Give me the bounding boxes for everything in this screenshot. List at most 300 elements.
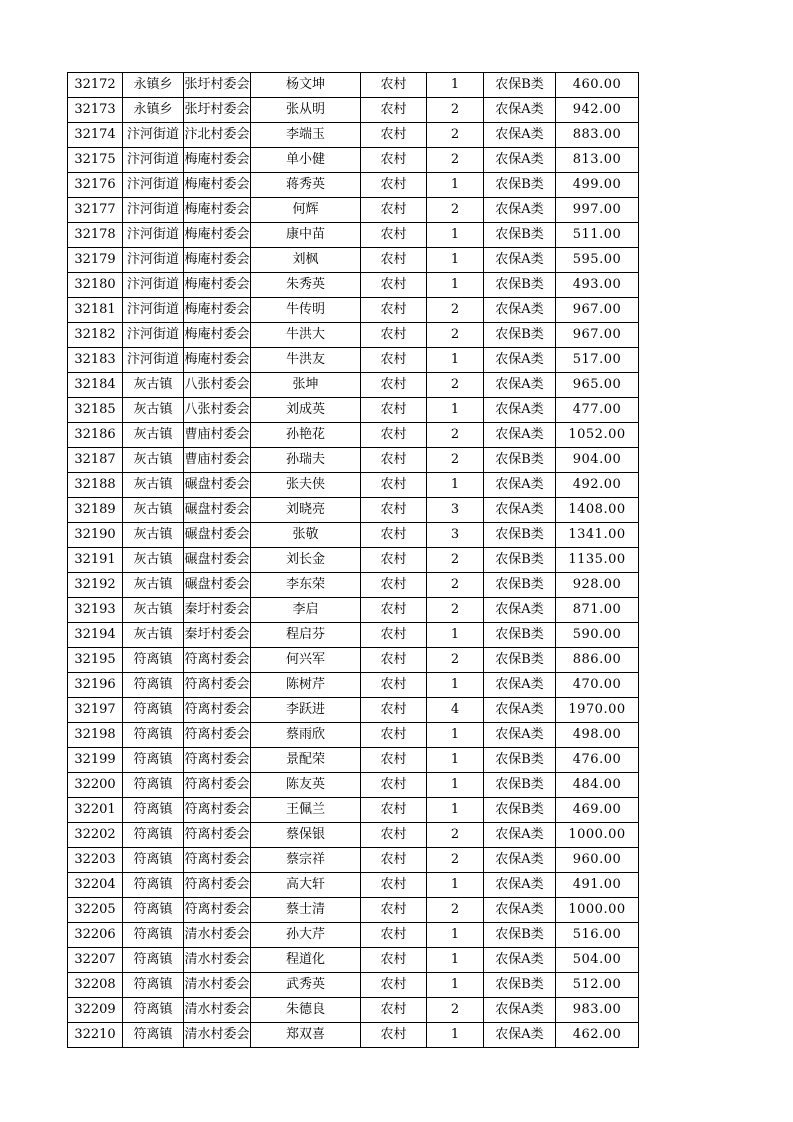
category-cell: 农保A类 [484, 848, 556, 873]
name-cell: 陈友英 [251, 773, 361, 798]
category-cell: 农保A类 [484, 423, 556, 448]
area-type-cell: 农村 [361, 523, 427, 548]
count-cell: 2 [427, 848, 484, 873]
name-cell: 蒋秀英 [251, 173, 361, 198]
name-cell: 孙大芹 [251, 923, 361, 948]
category-cell: 农保A类 [484, 398, 556, 423]
count-cell: 2 [427, 198, 484, 223]
table-row [68, 148, 639, 173]
record-id-cell: 32202 [68, 823, 123, 848]
amount-cell: 512.00 [556, 973, 639, 998]
area-type-cell: 农村 [361, 573, 427, 598]
category-cell: 农保B类 [484, 648, 556, 673]
town-cell: 灰古镇 [123, 473, 184, 498]
category-cell: 农保B类 [484, 448, 556, 473]
amount-cell: 590.00 [556, 623, 639, 648]
category-cell: 农保A类 [484, 823, 556, 848]
data-table [67, 72, 639, 1048]
category-cell: 农保A类 [484, 123, 556, 148]
town-cell: 符离镇 [123, 648, 184, 673]
amount-cell: 476.00 [556, 748, 639, 773]
village-cell: 秦圩村委会 [184, 598, 251, 623]
record-id-cell: 32180 [68, 273, 123, 298]
table-row [68, 273, 639, 298]
table-row [68, 373, 639, 398]
count-cell: 1 [427, 398, 484, 423]
count-cell: 1 [427, 973, 484, 998]
category-cell: 农保B类 [484, 773, 556, 798]
town-cell: 符离镇 [123, 898, 184, 923]
amount-cell: 511.00 [556, 223, 639, 248]
category-cell: 农保B类 [484, 548, 556, 573]
name-cell: 武秀英 [251, 973, 361, 998]
count-cell: 4 [427, 698, 484, 723]
area-type-cell: 农村 [361, 123, 427, 148]
amount-cell: 517.00 [556, 348, 639, 373]
record-id-cell: 32201 [68, 798, 123, 823]
table-row [68, 323, 639, 348]
town-cell: 符离镇 [123, 823, 184, 848]
village-cell: 梅庵村委会 [184, 198, 251, 223]
name-cell: 康中苗 [251, 223, 361, 248]
town-cell: 汴河街道 [123, 298, 184, 323]
name-cell: 杨文坤 [251, 73, 361, 98]
count-cell: 1 [427, 923, 484, 948]
category-cell: 农保B类 [484, 223, 556, 248]
area-type-cell: 农村 [361, 323, 427, 348]
village-cell: 梅庵村委会 [184, 148, 251, 173]
name-cell: 朱德良 [251, 998, 361, 1023]
count-cell: 2 [427, 823, 484, 848]
area-type-cell: 农村 [361, 173, 427, 198]
category-cell: 农保B类 [484, 323, 556, 348]
count-cell: 2 [427, 323, 484, 348]
count-cell: 2 [427, 898, 484, 923]
name-cell: 郑双喜 [251, 1023, 361, 1048]
name-cell: 朱秀英 [251, 273, 361, 298]
name-cell: 程道化 [251, 948, 361, 973]
record-id-cell: 32192 [68, 573, 123, 598]
category-cell: 农保B类 [484, 748, 556, 773]
area-type-cell: 农村 [361, 98, 427, 123]
category-cell: 农保B类 [484, 173, 556, 198]
village-cell: 符离村委会 [184, 798, 251, 823]
name-cell: 程启芬 [251, 623, 361, 648]
town-cell: 灰古镇 [123, 598, 184, 623]
table-row [68, 873, 639, 898]
amount-cell: 997.00 [556, 198, 639, 223]
table-row [68, 73, 639, 98]
village-cell: 曹庙村委会 [184, 423, 251, 448]
area-type-cell: 农村 [361, 798, 427, 823]
table-row [68, 923, 639, 948]
table-row [68, 948, 639, 973]
count-cell: 1 [427, 348, 484, 373]
amount-cell: 595.00 [556, 248, 639, 273]
category-cell: 农保A类 [484, 498, 556, 523]
count-cell: 2 [427, 573, 484, 598]
name-cell: 张从明 [251, 98, 361, 123]
area-type-cell: 农村 [361, 898, 427, 923]
town-cell: 汴河街道 [123, 273, 184, 298]
village-cell: 符离村委会 [184, 773, 251, 798]
record-id-cell: 32200 [68, 773, 123, 798]
town-cell: 灰古镇 [123, 573, 184, 598]
town-cell: 灰古镇 [123, 498, 184, 523]
table-row [68, 773, 639, 798]
town-cell: 永镇乡 [123, 98, 184, 123]
village-cell: 张圩村委会 [184, 73, 251, 98]
town-cell: 灰古镇 [123, 548, 184, 573]
village-cell: 符离村委会 [184, 823, 251, 848]
record-id-cell: 32206 [68, 923, 123, 948]
town-cell: 汴河街道 [123, 248, 184, 273]
town-cell: 符离镇 [123, 1023, 184, 1048]
name-cell: 牛洪友 [251, 348, 361, 373]
town-cell: 灰古镇 [123, 398, 184, 423]
category-cell: 农保A类 [484, 673, 556, 698]
count-cell: 2 [427, 423, 484, 448]
village-cell: 梅庵村委会 [184, 248, 251, 273]
name-cell: 张夫侠 [251, 473, 361, 498]
count-cell: 1 [427, 73, 484, 98]
area-type-cell: 农村 [361, 723, 427, 748]
name-cell: 孙艳花 [251, 423, 361, 448]
amount-cell: 492.00 [556, 473, 639, 498]
category-cell: 农保B类 [484, 623, 556, 648]
table-row [68, 523, 639, 548]
record-id-cell: 32185 [68, 398, 123, 423]
record-id-cell: 32178 [68, 223, 123, 248]
village-cell: 碾盘村委会 [184, 548, 251, 573]
town-cell: 灰古镇 [123, 423, 184, 448]
area-type-cell: 农村 [361, 598, 427, 623]
town-cell: 灰古镇 [123, 373, 184, 398]
town-cell: 符离镇 [123, 848, 184, 873]
village-cell: 梅庵村委会 [184, 323, 251, 348]
village-cell: 碾盘村委会 [184, 498, 251, 523]
town-cell: 符离镇 [123, 923, 184, 948]
count-cell: 2 [427, 298, 484, 323]
area-type-cell: 农村 [361, 998, 427, 1023]
area-type-cell: 农村 [361, 673, 427, 698]
category-cell: 农保B类 [484, 573, 556, 598]
amount-cell: 983.00 [556, 998, 639, 1023]
count-cell: 2 [427, 648, 484, 673]
count-cell: 2 [427, 148, 484, 173]
amount-cell: 904.00 [556, 448, 639, 473]
count-cell: 1 [427, 473, 484, 498]
name-cell: 李跃进 [251, 698, 361, 723]
record-id-cell: 32209 [68, 998, 123, 1023]
record-id-cell: 32186 [68, 423, 123, 448]
town-cell: 永镇乡 [123, 73, 184, 98]
town-cell: 符离镇 [123, 698, 184, 723]
amount-cell: 928.00 [556, 573, 639, 598]
area-type-cell: 农村 [361, 198, 427, 223]
record-id-cell: 32204 [68, 873, 123, 898]
area-type-cell: 农村 [361, 923, 427, 948]
village-cell: 梅庵村委会 [184, 223, 251, 248]
table-row [68, 423, 639, 448]
amount-cell: 1135.00 [556, 548, 639, 573]
area-type-cell: 农村 [361, 1023, 427, 1048]
record-id-cell: 32181 [68, 298, 123, 323]
town-cell: 符离镇 [123, 798, 184, 823]
town-cell: 符离镇 [123, 973, 184, 998]
table-row [68, 498, 639, 523]
name-cell: 蔡保银 [251, 823, 361, 848]
table-row [68, 198, 639, 223]
name-cell: 牛传明 [251, 298, 361, 323]
name-cell: 李启 [251, 598, 361, 623]
area-type-cell: 农村 [361, 448, 427, 473]
count-cell: 2 [427, 598, 484, 623]
area-type-cell: 农村 [361, 223, 427, 248]
category-cell: 农保A类 [484, 723, 556, 748]
table-row [68, 123, 639, 148]
village-cell: 碾盘村委会 [184, 473, 251, 498]
village-cell: 八张村委会 [184, 398, 251, 423]
name-cell: 刘长金 [251, 548, 361, 573]
amount-cell: 883.00 [556, 123, 639, 148]
category-cell: 农保A类 [484, 873, 556, 898]
count-cell: 1 [427, 773, 484, 798]
record-id-cell: 32197 [68, 698, 123, 723]
category-cell: 农保A类 [484, 348, 556, 373]
village-cell: 符离村委会 [184, 898, 251, 923]
town-cell: 汴河街道 [123, 348, 184, 373]
area-type-cell: 农村 [361, 873, 427, 898]
village-cell: 八张村委会 [184, 373, 251, 398]
village-cell: 梅庵村委会 [184, 348, 251, 373]
table-row [68, 473, 639, 498]
amount-cell: 469.00 [556, 798, 639, 823]
category-cell: 农保A类 [484, 98, 556, 123]
count-cell: 2 [427, 548, 484, 573]
amount-cell: 965.00 [556, 373, 639, 398]
category-cell: 农保A类 [484, 298, 556, 323]
town-cell: 符离镇 [123, 998, 184, 1023]
record-id-cell: 32190 [68, 523, 123, 548]
table-row [68, 698, 639, 723]
amount-cell: 871.00 [556, 598, 639, 623]
village-cell: 梅庵村委会 [184, 298, 251, 323]
record-id-cell: 32189 [68, 498, 123, 523]
village-cell: 清水村委会 [184, 1023, 251, 1048]
area-type-cell: 农村 [361, 648, 427, 673]
amount-cell: 1341.00 [556, 523, 639, 548]
category-cell: 农保B类 [484, 798, 556, 823]
table-row [68, 448, 639, 473]
category-cell: 农保A类 [484, 698, 556, 723]
village-cell: 清水村委会 [184, 923, 251, 948]
name-cell: 李端玉 [251, 123, 361, 148]
count-cell: 1 [427, 223, 484, 248]
record-id-cell: 32198 [68, 723, 123, 748]
table-row [68, 173, 639, 198]
area-type-cell: 农村 [361, 748, 427, 773]
name-cell: 孙瑞夫 [251, 448, 361, 473]
count-cell: 3 [427, 523, 484, 548]
town-cell: 符离镇 [123, 723, 184, 748]
category-cell: 农保B类 [484, 523, 556, 548]
record-id-cell: 32177 [68, 198, 123, 223]
count-cell: 2 [427, 123, 484, 148]
village-cell: 汴北村委会 [184, 123, 251, 148]
area-type-cell: 农村 [361, 948, 427, 973]
record-id-cell: 32188 [68, 473, 123, 498]
record-id-cell: 32179 [68, 248, 123, 273]
village-cell: 秦圩村委会 [184, 623, 251, 648]
name-cell: 陈树芹 [251, 673, 361, 698]
category-cell: 农保A类 [484, 898, 556, 923]
category-cell: 农保A类 [484, 373, 556, 398]
record-id-cell: 32187 [68, 448, 123, 473]
area-type-cell: 农村 [361, 473, 427, 498]
count-cell: 1 [427, 673, 484, 698]
town-cell: 符离镇 [123, 748, 184, 773]
record-id-cell: 32208 [68, 973, 123, 998]
town-cell: 汴河街道 [123, 123, 184, 148]
record-id-cell: 32194 [68, 623, 123, 648]
amount-cell: 1408.00 [556, 498, 639, 523]
amount-cell: 499.00 [556, 173, 639, 198]
village-cell: 清水村委会 [184, 998, 251, 1023]
record-id-cell: 32207 [68, 948, 123, 973]
table-row [68, 398, 639, 423]
village-cell: 符离村委会 [184, 748, 251, 773]
village-cell: 符离村委会 [184, 648, 251, 673]
record-id-cell: 32210 [68, 1023, 123, 1048]
amount-cell: 967.00 [556, 298, 639, 323]
category-cell: 农保A类 [484, 248, 556, 273]
table-row [68, 623, 639, 648]
amount-cell: 484.00 [556, 773, 639, 798]
record-id-cell: 32175 [68, 148, 123, 173]
count-cell: 1 [427, 623, 484, 648]
record-id-cell: 32176 [68, 173, 123, 198]
village-cell: 曹庙村委会 [184, 448, 251, 473]
record-id-cell: 32199 [68, 748, 123, 773]
amount-cell: 493.00 [556, 273, 639, 298]
name-cell: 牛洪大 [251, 323, 361, 348]
count-cell: 1 [427, 948, 484, 973]
town-cell: 符离镇 [123, 873, 184, 898]
village-cell: 符离村委会 [184, 698, 251, 723]
count-cell: 1 [427, 273, 484, 298]
record-id-cell: 32195 [68, 648, 123, 673]
amount-cell: 504.00 [556, 948, 639, 973]
count-cell: 1 [427, 723, 484, 748]
table-row [68, 823, 639, 848]
area-type-cell: 农村 [361, 823, 427, 848]
record-id-cell: 32183 [68, 348, 123, 373]
area-type-cell: 农村 [361, 423, 427, 448]
amount-cell: 967.00 [556, 323, 639, 348]
village-cell: 碾盘村委会 [184, 523, 251, 548]
village-cell: 张圩村委会 [184, 98, 251, 123]
area-type-cell: 农村 [361, 148, 427, 173]
table-row [68, 1023, 639, 1048]
area-type-cell: 农村 [361, 498, 427, 523]
name-cell: 刘枫 [251, 248, 361, 273]
town-cell: 符离镇 [123, 673, 184, 698]
count-cell: 1 [427, 748, 484, 773]
area-type-cell: 农村 [361, 548, 427, 573]
count-cell: 1 [427, 1023, 484, 1048]
category-cell: 农保A类 [484, 998, 556, 1023]
category-cell: 农保A类 [484, 198, 556, 223]
town-cell: 灰古镇 [123, 448, 184, 473]
area-type-cell: 农村 [361, 623, 427, 648]
count-cell: 2 [427, 998, 484, 1023]
category-cell: 农保A类 [484, 148, 556, 173]
table-row [68, 248, 639, 273]
category-cell: 农保A类 [484, 473, 556, 498]
table-row [68, 673, 639, 698]
table-row [68, 548, 639, 573]
table-row [68, 648, 639, 673]
amount-cell: 960.00 [556, 848, 639, 873]
town-cell: 符离镇 [123, 948, 184, 973]
name-cell: 单小健 [251, 148, 361, 173]
table-row [68, 973, 639, 998]
count-cell: 1 [427, 248, 484, 273]
area-type-cell: 农村 [361, 273, 427, 298]
area-type-cell: 农村 [361, 698, 427, 723]
area-type-cell: 农村 [361, 73, 427, 98]
area-type-cell: 农村 [361, 848, 427, 873]
record-id-cell: 32193 [68, 598, 123, 623]
town-cell: 灰古镇 [123, 523, 184, 548]
village-cell: 符离村委会 [184, 673, 251, 698]
village-cell: 符离村委会 [184, 848, 251, 873]
table-body [68, 73, 639, 1048]
area-type-cell: 农村 [361, 298, 427, 323]
count-cell: 2 [427, 98, 484, 123]
amount-cell: 886.00 [556, 648, 639, 673]
town-cell: 汴河街道 [123, 148, 184, 173]
count-cell: 1 [427, 173, 484, 198]
record-id-cell: 32203 [68, 848, 123, 873]
name-cell: 张敬 [251, 523, 361, 548]
area-type-cell: 农村 [361, 248, 427, 273]
area-type-cell: 农村 [361, 973, 427, 998]
table-row [68, 98, 639, 123]
name-cell: 刘晓亮 [251, 498, 361, 523]
village-cell: 碾盘村委会 [184, 573, 251, 598]
category-cell: 农保B类 [484, 923, 556, 948]
name-cell: 蔡雨欣 [251, 723, 361, 748]
amount-cell: 1052.00 [556, 423, 639, 448]
village-cell: 符离村委会 [184, 723, 251, 748]
town-cell: 汴河街道 [123, 223, 184, 248]
name-cell: 王佩兰 [251, 798, 361, 823]
amount-cell: 813.00 [556, 148, 639, 173]
name-cell: 景配荣 [251, 748, 361, 773]
amount-cell: 498.00 [556, 723, 639, 748]
town-cell: 汴河街道 [123, 323, 184, 348]
name-cell: 何兴军 [251, 648, 361, 673]
area-type-cell: 农村 [361, 773, 427, 798]
table-row [68, 348, 639, 373]
amount-cell: 491.00 [556, 873, 639, 898]
village-cell: 符离村委会 [184, 873, 251, 898]
name-cell: 李东荣 [251, 573, 361, 598]
amount-cell: 460.00 [556, 73, 639, 98]
amount-cell: 1000.00 [556, 898, 639, 923]
